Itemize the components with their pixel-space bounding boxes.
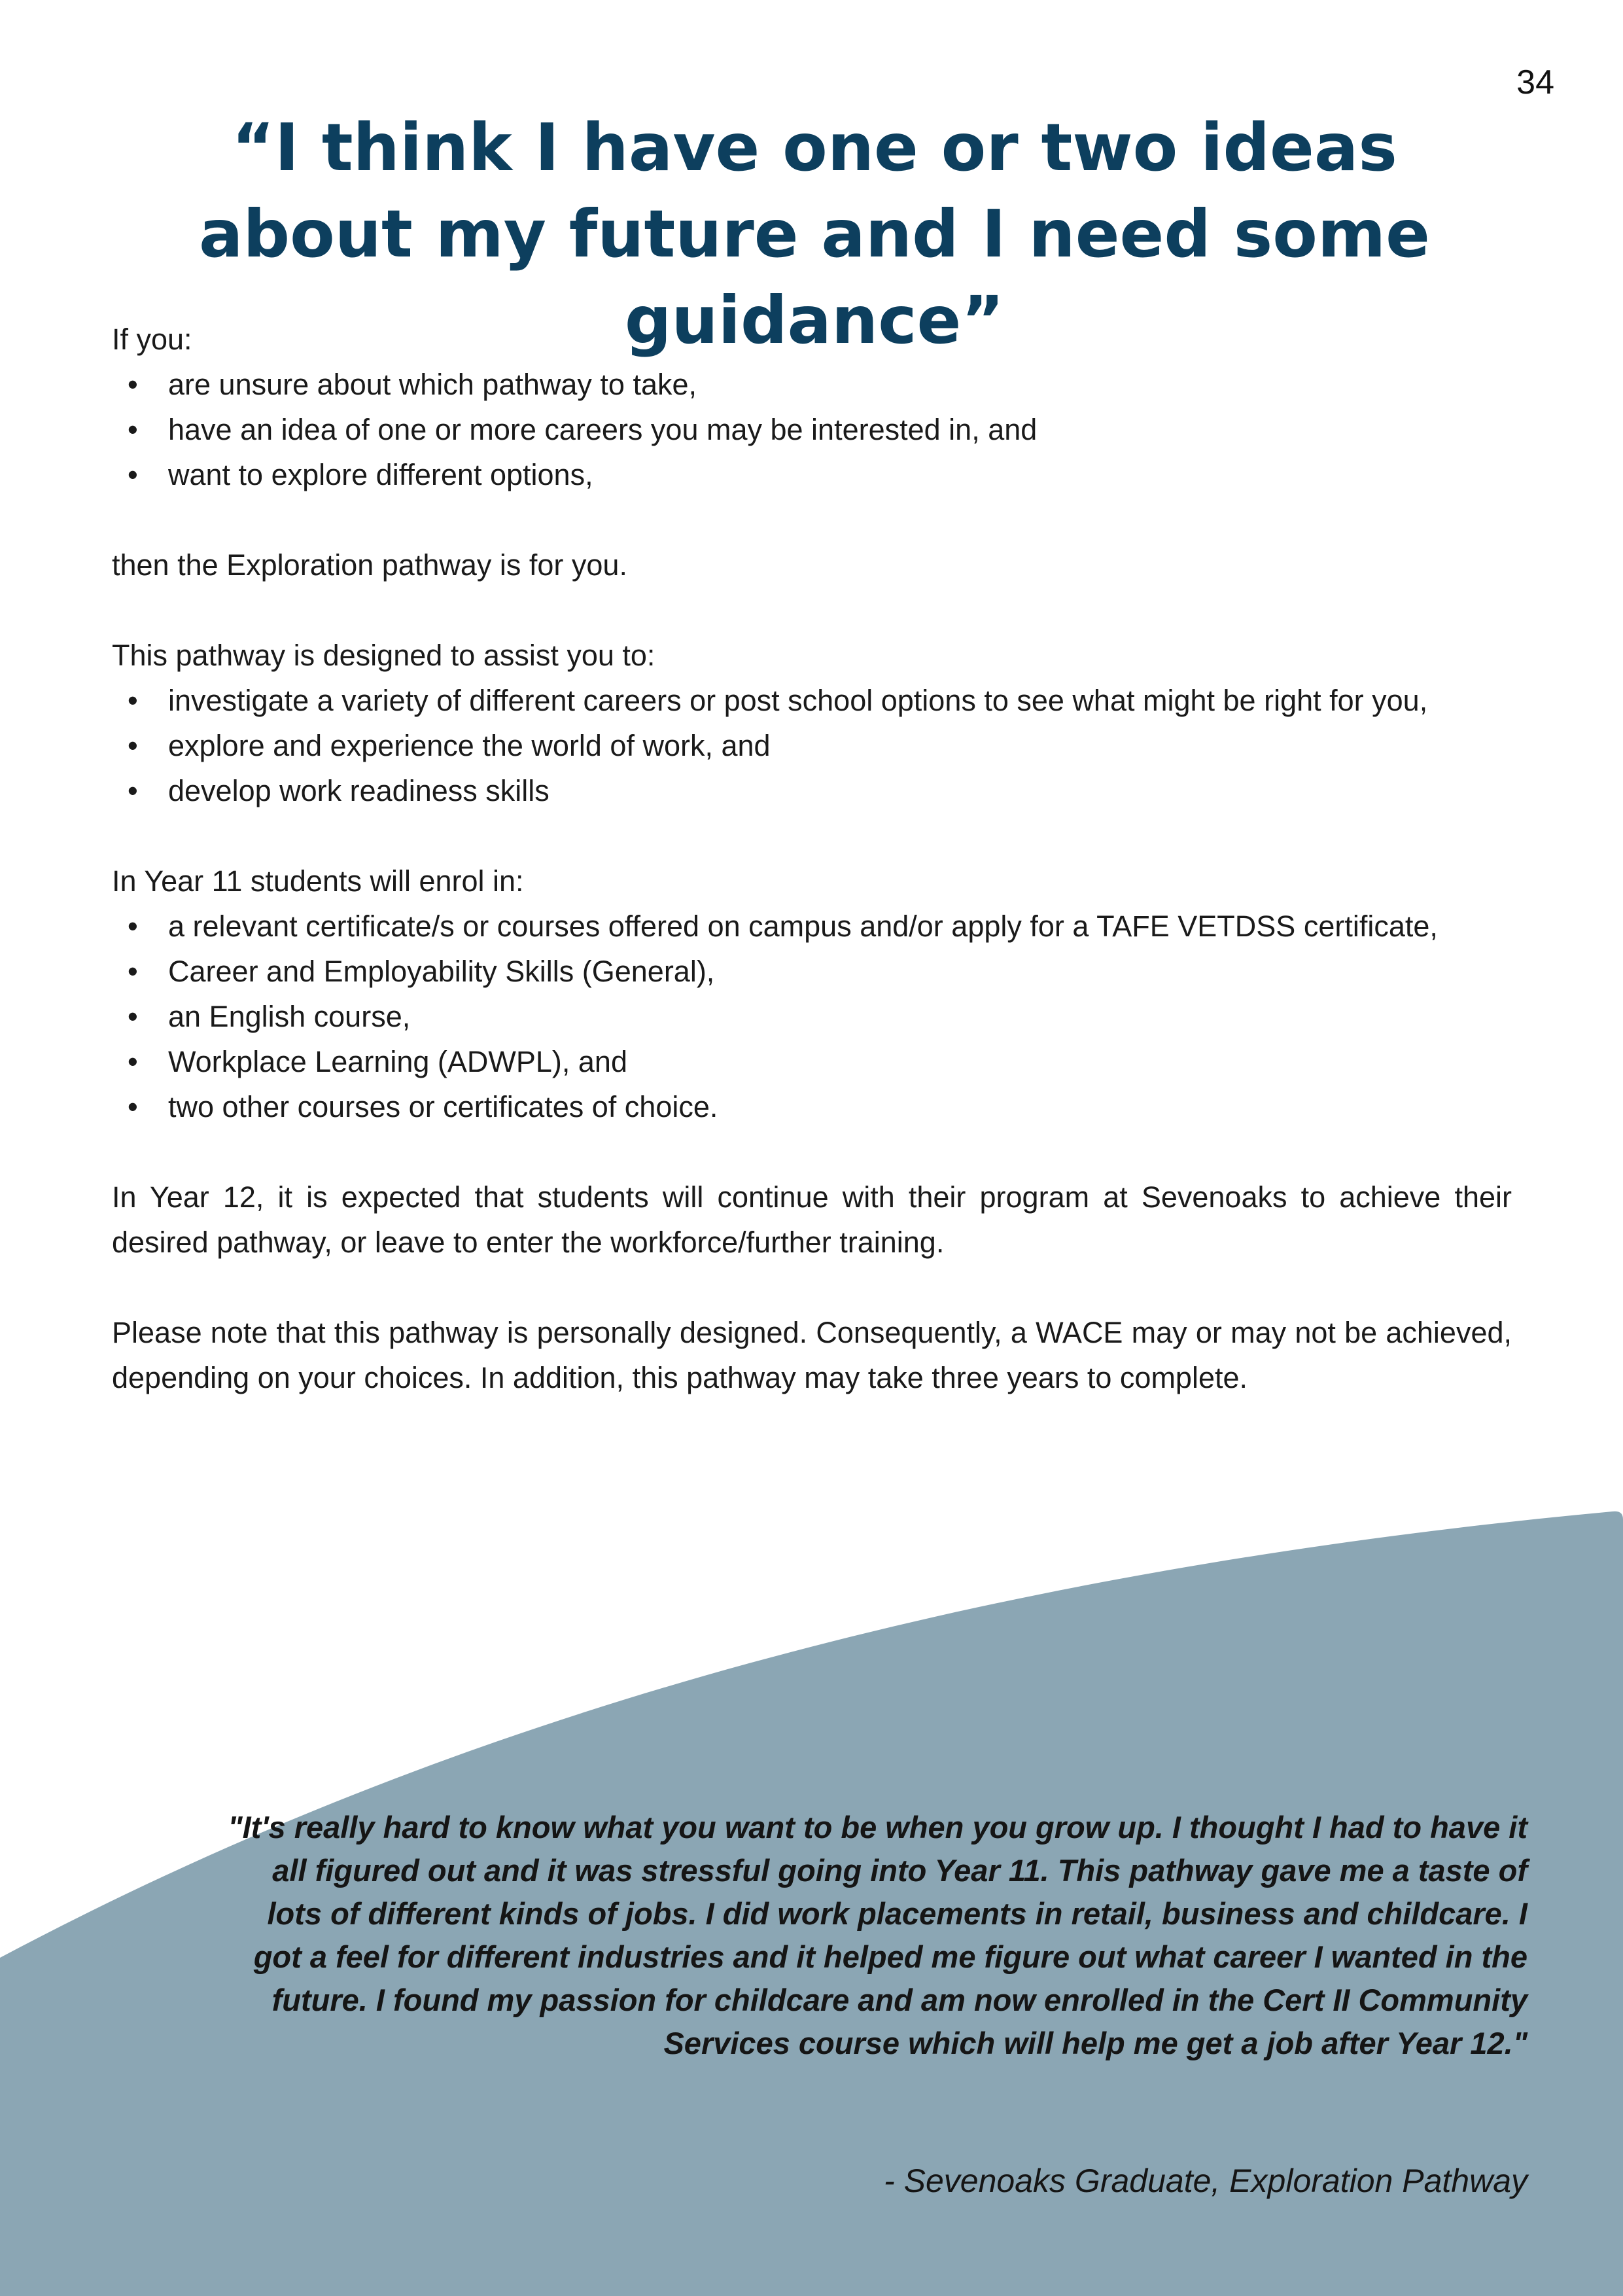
intro-lead: If you:	[112, 323, 192, 356]
list-item-text: an English course,	[168, 1000, 411, 1033]
list-item	[112, 362, 1512, 407]
testimonial-attribution: - Sevenoaks Graduate, Exploration Pathway	[884, 2163, 1527, 2199]
list-item-text: develop work readiness skills	[168, 774, 550, 807]
page-number: 34	[1516, 63, 1554, 101]
list-item-text: Workplace Learning (ADWPL), and	[168, 1045, 627, 1078]
list-item	[112, 949, 1512, 994]
year11-lead: In Year 11 students will enrol in:	[112, 864, 524, 898]
bullet-icon: •	[128, 368, 138, 401]
intro-conclusion: then the Exploration pathway is for you.	[112, 548, 627, 582]
bullet-icon: •	[128, 413, 138, 446]
bullet-icon: •	[128, 684, 138, 717]
list-item	[112, 678, 1512, 723]
list-item-text: a relevant certificate/s or courses offered on campus and/or apply for a TAFE VETDSS certificate,	[168, 910, 1438, 943]
list-item	[112, 904, 1512, 949]
list-item	[112, 723, 1512, 768]
list-item	[112, 1084, 1512, 1129]
intro-list	[112, 362, 1512, 497]
list-item	[112, 994, 1512, 1039]
bullet-icon: •	[128, 1090, 138, 1123]
bullet-icon: •	[128, 1000, 138, 1033]
list-item	[112, 452, 1512, 497]
testimonial-quote	[219, 1806, 1527, 2065]
bullet-icon: •	[128, 1045, 138, 1078]
list-item-text: investigate a variety of different careers or post school options to see what might be right for you,	[168, 684, 1428, 717]
list-item	[112, 768, 1512, 813]
list-item-text: two other courses or certificates of choice.	[168, 1090, 718, 1123]
year11-list	[112, 904, 1512, 1129]
list-item	[112, 1039, 1512, 1084]
bullet-icon: •	[128, 955, 138, 988]
note-paragraph: Please note that this pathway is personally designed. Consequently, a WACE may or may not be achieved, depending on your choices. In addition, this pathway may take three years to complete.	[112, 1316, 1512, 1394]
year12-paragraph: In Year 12, it is expected that students will continue with their program at Sevenoaks to achieve their desired pathway, or leave to enter the workforce/further training.	[112, 1180, 1512, 1259]
designed-list	[112, 678, 1512, 813]
list-item	[112, 407, 1512, 452]
bullet-icon: •	[128, 729, 138, 762]
bullet-icon: •	[128, 458, 138, 491]
testimonial-text: "It's really hard to know what you want to be when you grow up. I thought I had to have it all figured out and it was stressful going into Year 11. This pathway gave me a taste of lots of different kinds of jobs. I did work placements in retail, business and childcare. I got a feel for different industries and it helped me figure out what career I wanted in the future. I found my passion for childcare and am now enrolled in the Cert II Community Services course which will help me get a job after Year 12."	[228, 1810, 1527, 2060]
list-item-text: have an idea of one or more careers you may be interested in, and	[168, 413, 1038, 446]
designed-lead: This pathway is designed to assist you to:	[112, 639, 655, 672]
bullet-icon: •	[128, 910, 138, 943]
page-heading: “I think I have one or two ideas about my future and I need some guidance”	[199, 109, 1430, 359]
list-item-text: explore and experience the world of work, and	[168, 729, 771, 762]
bullet-icon: •	[128, 774, 138, 807]
main-content	[112, 317, 1512, 1400]
list-item-text: want to explore different options,	[168, 458, 593, 491]
list-item-text: Career and Employability Skills (General),	[168, 955, 715, 988]
list-item-text: are unsure about which pathway to take,	[168, 368, 697, 401]
